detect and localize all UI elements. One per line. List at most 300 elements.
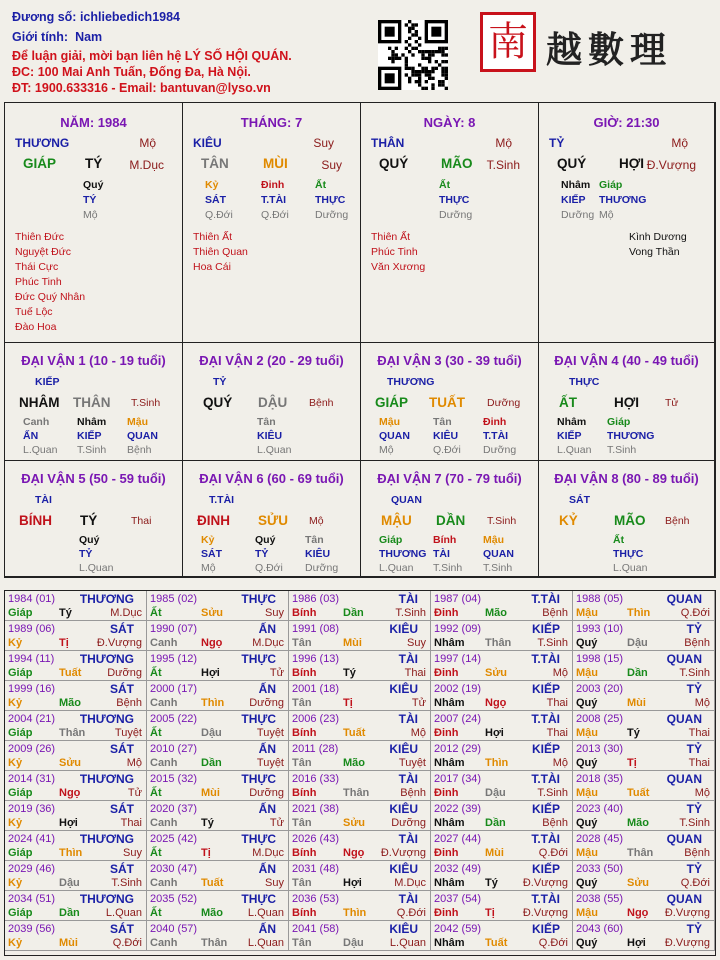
year-cell[interactable] [147, 741, 289, 771]
year-label: 2043 (60) [576, 923, 624, 935]
hidden-stem: Ất [439, 179, 451, 191]
auxiliary-star: Phúc Tinh [15, 276, 62, 288]
year-cell[interactable] [289, 711, 431, 741]
year-label: 2024 (41) [8, 833, 56, 845]
year-god: QUAN [666, 832, 702, 846]
year-god: KIẾP [531, 682, 560, 696]
year-branch: Hợi [343, 877, 362, 889]
year-branch: Dần [201, 757, 222, 769]
life-stage: T.Sinh [607, 444, 637, 456]
year-state: Tử [269, 667, 284, 679]
year-state: Thai [546, 697, 568, 709]
life-stage: Mộ [201, 562, 216, 574]
luck-stem: ĐINH [197, 513, 230, 528]
year-cell[interactable] [289, 801, 431, 831]
year-branch: Thìn [59, 847, 83, 859]
life-stage: L.Quan [79, 562, 114, 574]
year-cell[interactable] [431, 891, 573, 921]
year-state: T.Sinh [395, 607, 426, 619]
year-state: M.Dục [110, 607, 142, 619]
year-cell[interactable] [289, 651, 431, 681]
year-state: Đ.Vượng [522, 877, 568, 889]
year-stem: Tân [292, 877, 312, 889]
year-state: Tử [411, 697, 426, 709]
luck-star: KIẾP [35, 376, 60, 388]
year-stem: Ất [150, 907, 162, 919]
year-stem: Ất [150, 667, 162, 679]
year-branch: Ngọ [485, 697, 507, 709]
year-state: Đ.Vượng [96, 637, 142, 649]
year-god: THỰC [241, 712, 276, 726]
luck-title: ĐẠI VẬN 1 (10 - 19 tuổi) [21, 353, 166, 368]
year-god: SÁT [110, 922, 134, 936]
year-stem: Mậu [576, 727, 598, 739]
year-label: 2027 (44) [434, 833, 482, 845]
year-god: T.TÀI [531, 712, 560, 726]
hidden-god: TỶ [79, 548, 93, 560]
luck-stem: GIÁP [375, 395, 409, 410]
year-state: T.Sinh [537, 787, 568, 799]
consult-line: Để luận giải, mời bạn liên hệ LÝ SỐ HỘI QUÁN. [12, 49, 292, 63]
year-state: Tuyệt [256, 757, 284, 769]
life-stage: L.Quan [379, 562, 414, 574]
year-state: Tử [127, 787, 142, 799]
qr-code-icon[interactable] [378, 20, 448, 90]
year-god: THƯƠNG [79, 652, 134, 666]
hidden-god: QUAN [483, 548, 514, 560]
hidden-stem: Nhâm [557, 416, 587, 428]
year-label: 2028 (45) [576, 833, 624, 845]
year-god: THỰC [241, 652, 276, 666]
year-stem: Đinh [434, 607, 459, 619]
hidden-god: THƯƠNG [607, 430, 655, 442]
year-cell[interactable] [147, 621, 289, 651]
pillar-state-top: Suy [313, 136, 334, 150]
year-state: Đ.Vượng [522, 907, 568, 919]
year-branch: Sửu [59, 757, 82, 769]
hidden-stem: Kỷ [201, 534, 215, 546]
brand-logo: 越數理 [546, 29, 673, 71]
year-cell[interactable] [431, 711, 573, 741]
year-state: Bệnh [542, 607, 568, 619]
year-cell[interactable] [5, 711, 147, 741]
hidden-stem: Tân [257, 416, 276, 428]
year-state: Mộ [126, 757, 142, 769]
year-state: Suy [265, 607, 284, 619]
hidden-god: TỶ [255, 548, 269, 560]
year-cell[interactable] [289, 861, 431, 891]
year-state: Q.Đới [396, 907, 426, 919]
life-stage: Mộ [379, 444, 394, 456]
year-god: THỰC [241, 772, 276, 786]
luck-cell [361, 461, 539, 577]
year-god: QUAN [666, 892, 702, 906]
year-label: 1989 (06) [8, 623, 56, 635]
hidden-stem: Tân [433, 416, 452, 428]
luck-title: ĐẠI VẬN 2 (20 - 29 tuổi) [199, 353, 344, 368]
year-cell[interactable] [431, 921, 573, 951]
year-cell[interactable] [5, 681, 147, 711]
year-branch: Dần [59, 907, 80, 919]
year-stem: Bính [292, 847, 317, 859]
luck-star: THỰC [569, 376, 600, 388]
year-label: 2000 (17) [150, 683, 198, 695]
pillar-state: Suy [321, 158, 342, 172]
hidden-stem: Bính [433, 534, 457, 546]
year-state: L.Quan [247, 907, 284, 919]
address-line: ĐC: 100 Mai Anh Tuấn, Đống Đa, Hà Nội. [12, 65, 251, 79]
year-stem: Tân [292, 937, 312, 949]
year-state: Mộ [694, 697, 710, 709]
year-cell[interactable] [289, 891, 431, 921]
luck-branch: TÝ [80, 513, 98, 528]
year-god: ẤN [258, 862, 276, 876]
hidden-stem: Canh [23, 416, 50, 428]
year-cell[interactable] [147, 921, 289, 951]
year-cell[interactable] [573, 801, 715, 831]
year-cell[interactable] [431, 861, 573, 891]
year-cell[interactable] [289, 591, 431, 621]
year-cell[interactable] [147, 801, 289, 831]
year-cell[interactable] [147, 771, 289, 801]
year-stem: Canh [150, 637, 178, 649]
year-branch: Tý [343, 667, 356, 679]
year-cell[interactable] [431, 831, 573, 861]
year-god: ẤN [258, 622, 276, 636]
year-state: Thai [404, 667, 426, 679]
year-cell[interactable] [573, 741, 715, 771]
hidden-stem: Giáp [607, 416, 631, 428]
year-cell[interactable] [431, 591, 573, 621]
year-label: 2032 (49) [434, 863, 482, 875]
year-cell[interactable] [289, 681, 431, 711]
year-label: 2025 (42) [150, 833, 198, 845]
year-god: TÀI [398, 712, 418, 726]
auxiliary-star: Kình Dương [629, 231, 687, 243]
year-cell[interactable] [573, 651, 715, 681]
year-cell[interactable] [147, 861, 289, 891]
year-god: KIẾP [531, 862, 560, 876]
year-branch: Thìn [485, 757, 509, 769]
year-god: TÀI [398, 652, 418, 666]
year-state: L.Quan [247, 937, 284, 949]
year-cell[interactable] [5, 771, 147, 801]
year-branch: Tuất [485, 937, 508, 949]
pillar-stem: QUÝ [379, 156, 409, 171]
hidden-stem: Ất [315, 179, 327, 191]
year-cell[interactable] [289, 771, 431, 801]
year-cell[interactable] [5, 891, 147, 921]
year-branch: Tý [201, 817, 214, 829]
hidden-god: QUAN [379, 430, 410, 442]
hidden-god: KIÊU [257, 430, 283, 442]
year-stem: Canh [150, 757, 178, 769]
luck-cell [5, 343, 183, 461]
year-state: T.Sinh [679, 817, 710, 829]
life-stage: Q.Đới [255, 562, 283, 574]
year-label: 2005 (22) [150, 713, 198, 725]
year-god: TỶ [686, 622, 702, 636]
year-branch: Mùi [627, 697, 646, 709]
year-god: ẤN [258, 922, 276, 936]
year-cell[interactable] [5, 621, 147, 651]
auxiliary-star: Nguyệt Đức [15, 246, 72, 258]
year-branch: Thìn [627, 607, 651, 619]
life-stage: Dưỡng [483, 444, 517, 456]
luck-star: THƯƠNG [387, 376, 435, 388]
hidden-god: T.TÀI [483, 430, 509, 442]
year-label: 2015 (32) [150, 773, 198, 785]
year-branch: Dậu [201, 727, 222, 739]
luck-branch: HỢI [614, 395, 640, 410]
hidden-god: QUAN [127, 430, 158, 442]
luck-star: T.TÀI [209, 494, 235, 506]
year-label: 1998 (15) [576, 653, 624, 665]
gender-line: Giới tính: Nam [12, 30, 103, 44]
year-cell[interactable] [289, 921, 431, 951]
year-cell[interactable] [147, 891, 289, 921]
year-label: 1993 (10) [576, 623, 624, 635]
year-cell[interactable] [5, 861, 147, 891]
pillar-branch: MÙI [263, 156, 288, 171]
year-state: Tuyệt [256, 727, 284, 739]
year-god: THỰC [241, 892, 276, 906]
hidden-stem: Kỷ [205, 179, 219, 191]
year-state: T.Sinh [537, 637, 568, 649]
year-label: 2039 (56) [8, 923, 56, 935]
hidden-god: KIẾP [561, 194, 586, 206]
year-stem: Ất [150, 847, 162, 859]
auxiliary-star: Thiên Ất [371, 231, 411, 243]
year-state: Bệnh [684, 847, 710, 859]
hidden-stem: Nhâm [561, 179, 591, 191]
year-god: TỶ [686, 682, 702, 696]
year-god: SÁT [110, 862, 134, 876]
year-stem: Kỷ [8, 817, 23, 829]
year-cell[interactable] [431, 681, 573, 711]
year-stem: Quý [576, 697, 598, 709]
life-stage: Mộ [599, 209, 614, 221]
life-stage: Q.Đới [433, 444, 461, 456]
year-label: 1996 (13) [292, 653, 340, 665]
luck-branch: SỬU [258, 513, 288, 528]
year-cell[interactable] [573, 921, 715, 951]
year-stem: Giáp [8, 607, 33, 619]
life-stage: Dưỡng [561, 209, 595, 221]
year-cell[interactable] [5, 651, 147, 681]
year-god: KIÊU [389, 862, 418, 876]
year-cell[interactable] [573, 891, 715, 921]
year-god: THƯƠNG [79, 592, 134, 606]
life-stage: Dưỡng [439, 209, 473, 221]
year-stem: Canh [150, 697, 178, 709]
year-stem: Mậu [576, 607, 598, 619]
luck-stem: NHÂM [19, 395, 60, 410]
year-cell[interactable] [5, 831, 147, 861]
year-cell[interactable] [573, 681, 715, 711]
year-label: 2018 (35) [576, 773, 624, 785]
year-state: Q.Đới [538, 847, 568, 859]
year-cell[interactable] [5, 591, 147, 621]
year-stem: Canh [150, 877, 178, 889]
year-cell[interactable] [289, 741, 431, 771]
luck-state: Mộ [309, 515, 324, 527]
luck-state: Thai [131, 515, 152, 527]
year-branch: Ngọ [201, 637, 223, 649]
year-cell[interactable] [573, 591, 715, 621]
year-cell[interactable] [431, 801, 573, 831]
year-branch: Tý [485, 877, 498, 889]
hidden-stem: Quý [83, 179, 104, 191]
pillar-cell [183, 103, 361, 343]
year-label: 2035 (52) [150, 893, 198, 905]
year-god: KIÊU [389, 802, 418, 816]
year-branch: Thìn [201, 697, 225, 709]
year-branch: Dần [627, 667, 648, 679]
year-god: TỶ [686, 922, 702, 936]
year-cell[interactable] [431, 741, 573, 771]
year-branch: Sửu [485, 667, 508, 679]
year-cell[interactable] [147, 651, 289, 681]
year-state: T.Sinh [679, 667, 710, 679]
year-label: 2042 (59) [434, 923, 482, 935]
year-branch: Tý [59, 607, 72, 619]
year-label: 1988 (05) [576, 593, 624, 605]
luck-cell [183, 461, 361, 577]
hidden-god: KIÊU [433, 430, 459, 442]
year-branch: Sửu [201, 607, 224, 619]
auxiliary-star: Đào Hoa [15, 321, 57, 333]
year-cell[interactable] [573, 621, 715, 651]
luck-title: ĐẠI VẬN 7 (70 - 79 tuổi) [377, 471, 522, 486]
year-cell[interactable] [431, 651, 573, 681]
year-god: T.TÀI [531, 892, 560, 906]
year-branch: Mùi [343, 637, 362, 649]
year-branch: Sửu [343, 817, 366, 829]
year-god: ẤN [258, 682, 276, 696]
life-stage: Dưỡng [315, 209, 349, 221]
year-cell[interactable] [5, 921, 147, 951]
year-god: KIẾP [531, 802, 560, 816]
year-stem: Giáp [8, 847, 33, 859]
year-cell[interactable] [147, 711, 289, 741]
year-stem: Đinh [434, 787, 459, 799]
year-label: 1987 (04) [434, 593, 482, 605]
year-state: Tuyệt [114, 727, 142, 739]
year-god: T.TÀI [531, 832, 560, 846]
year-branch: Ngọ [343, 847, 365, 859]
year-cell[interactable] [573, 861, 715, 891]
year-branch: Mão [343, 757, 365, 769]
year-cell[interactable] [573, 711, 715, 741]
pillar-branch: TÝ [85, 156, 103, 171]
year-label: 2016 (33) [292, 773, 340, 785]
hidden-god: SÁT [205, 194, 226, 206]
year-stem: Kỷ [8, 637, 23, 649]
hidden-stem: Quý [255, 534, 276, 546]
pillar-cell [539, 103, 715, 343]
year-branch: Mùi [59, 937, 78, 949]
year-stem: Nhâm [434, 877, 465, 889]
luck-star: QUAN [391, 494, 422, 506]
year-state: Q.Đới [680, 607, 710, 619]
hidden-stem: Quý [79, 534, 100, 546]
year-label: 2033 (50) [576, 863, 624, 875]
year-cell[interactable] [431, 771, 573, 801]
year-god: THƯƠNG [79, 892, 134, 906]
year-stem: Ất [150, 787, 162, 799]
year-cell[interactable] [5, 801, 147, 831]
year-god: SÁT [110, 802, 134, 816]
auxiliary-star: Văn Xương [371, 261, 426, 273]
year-god: QUAN [666, 712, 702, 726]
auxiliary-star: Hoa Cái [193, 261, 231, 273]
year-label: 2026 (43) [292, 833, 340, 845]
year-cell[interactable] [147, 591, 289, 621]
year-god: ẤN [258, 802, 276, 816]
year-label: 2010 (27) [150, 743, 198, 755]
luck-branch: MÃO [614, 513, 646, 528]
year-cell[interactable] [5, 741, 147, 771]
pillar-stem: GIÁP [23, 156, 57, 171]
pillar-state: M.Dục [129, 158, 164, 172]
hidden-god: TÀI [433, 548, 450, 560]
year-branch: Hợi [59, 817, 78, 829]
year-branch: Tuất [201, 877, 224, 889]
year-cell[interactable] [147, 831, 289, 861]
pillar-title: GIỜ: 21:30 [593, 115, 660, 130]
year-god: SÁT [110, 742, 134, 756]
year-state: Mộ [552, 757, 568, 769]
pillar-star: KIÊU [193, 136, 222, 150]
year-stem: Canh [150, 817, 178, 829]
luck-cell [539, 461, 715, 577]
year-stem: Giáp [8, 907, 33, 919]
year-branch: Mùi [201, 787, 220, 799]
hidden-stem: Mậu [127, 416, 148, 428]
year-cell[interactable] [431, 621, 573, 651]
year-label: 2002 (19) [434, 683, 482, 695]
pillar-state-top: Mộ [139, 136, 156, 150]
year-cell[interactable] [573, 771, 715, 801]
year-stem: Tân [292, 757, 312, 769]
year-branch: Dậu [343, 937, 364, 949]
year-state: Tử [269, 817, 284, 829]
hidden-stem: Giáp [599, 179, 623, 191]
year-label: 2019 (36) [8, 803, 56, 815]
auxiliary-star: Vong Thần [629, 246, 680, 258]
year-branch: Thân [485, 637, 512, 649]
year-cell[interactable] [573, 831, 715, 861]
year-branch: Mão [59, 697, 81, 709]
pillar-cell [5, 103, 183, 343]
year-god: KIẾP [531, 922, 560, 936]
year-state: Thai [120, 817, 142, 829]
year-cell[interactable] [147, 681, 289, 711]
year-branch: Thân [343, 787, 370, 799]
year-cell[interactable] [289, 831, 431, 861]
luck-state: Bệnh [665, 515, 690, 527]
year-cell[interactable] [289, 621, 431, 651]
year-god: KIẾP [531, 742, 560, 756]
year-god: T.TÀI [531, 772, 560, 786]
life-stage: L.Quan [557, 444, 592, 456]
auxiliary-star: Tuế Lộc [15, 306, 53, 318]
year-branch: Dậu [485, 787, 506, 799]
year-label: 1991 (08) [292, 623, 340, 635]
year-label: 2031 (48) [292, 863, 340, 875]
contact-line[interactable]: ĐT: 1900.633316 - Email: bantuvan@lyso.vn [12, 81, 271, 95]
